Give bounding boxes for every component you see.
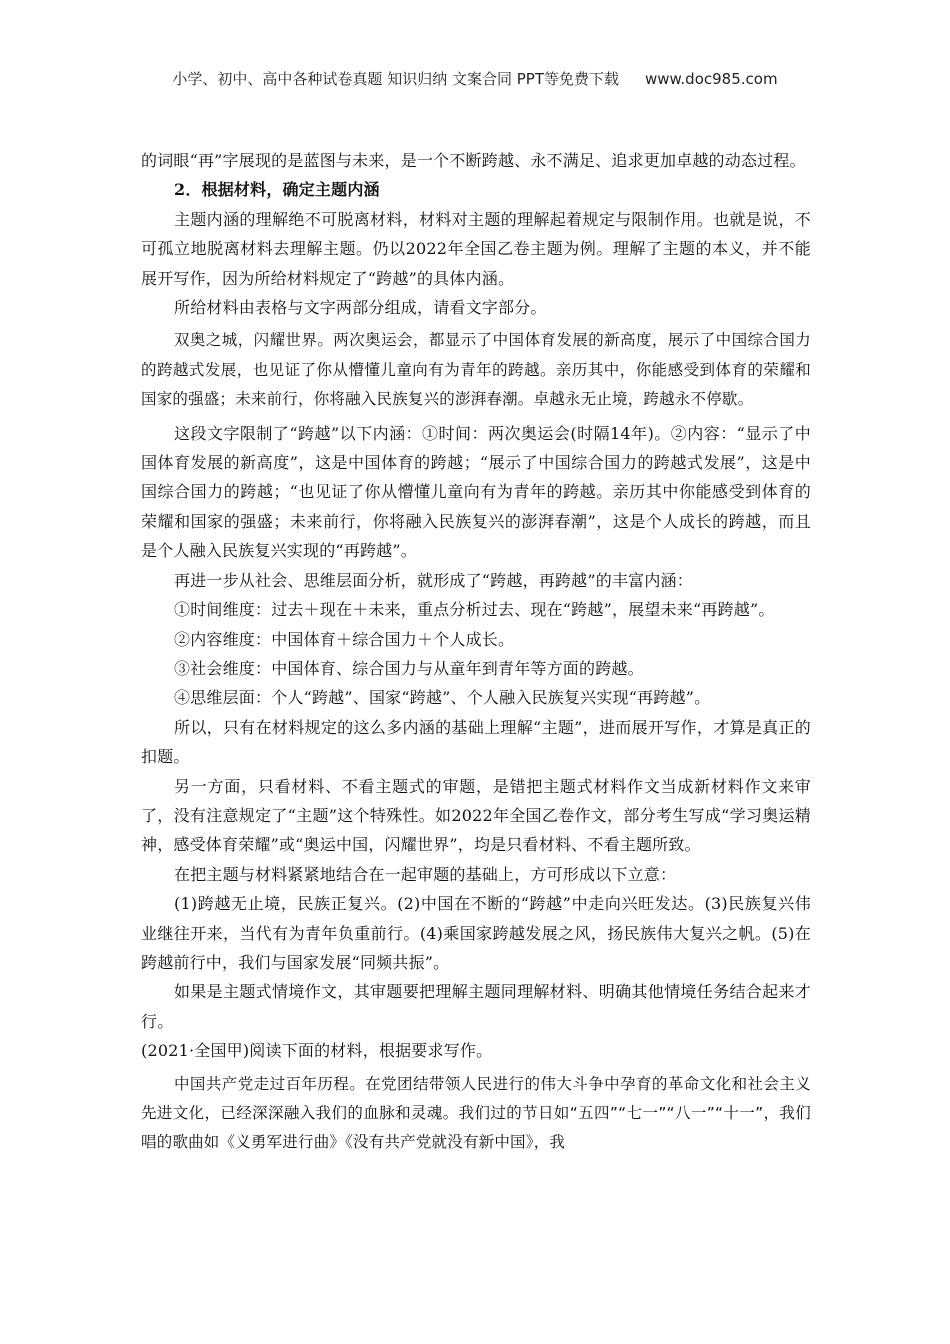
paragraph: 如果是主题式情境作文，其审题要把理解主题同理解材料、明确其他情境任务结合起来才行。: [141, 982, 811, 1031]
list-item: ④思维层面：个人“跨越”、国家“跨越”、个人融入民族复兴实现“再跨越”。: [174, 688, 711, 708]
paragraph: 所以，只有在材料规定的这么多内涵的基础上理解“主题”，进而展开写作，才算是真正的扣题。: [141, 717, 811, 767]
document-body: [141, 146, 811, 1162]
paragraph: 在把主题与材料紧紧地结合在一起审题的基础上，方可形成以下立意：: [174, 864, 677, 884]
paragraph: (1)跨越无止境，民族正复兴。(2)中国在不断的“跨越”中走向兴旺发达。(3)民族复兴伟业继往开来，当代有为青年负重前行。(4)乘国家跨越发展之风，扬民族伟大复兴之帆。(5)在跨越前行中，我们与国家发展“同频共振”。: [141, 894, 811, 972]
paragraph: 所给材料由表格与文字两部分组成，请看文字部分。: [174, 298, 547, 318]
header-site-link[interactable]: www.doc985.com: [644, 70, 778, 88]
header-text: 小学、初中、高中各种试卷真题 知识归纳 文案合同 PPT等免费下载: [172, 70, 619, 88]
section-heading: 2．根据材料，确定主题内涵: [174, 180, 380, 200]
exam-question-heading: (2021·全国甲)阅读下面的材料，根据要求写作。: [141, 1041, 493, 1061]
paragraph: 再进一步从社会、思维层面分析，就形成了“跨越，再跨越”的丰富内涵：: [174, 570, 693, 590]
paragraph: 另一方面，只看材料、不看主题式的审题，是错把主题式材料作文当成新材料作文来审了，没有注意规定了“主题”这个特殊性。如2022年全国乙卷作文，部分考生写成“学习奥运精神，感受体育荣耀”或“奥运中国，闪耀世界”，均是只看材料、不看主题所致。: [141, 776, 811, 855]
quoted-material: 双奥之城，闪耀世界。两次奥运会，都显示了中国体育发展的新高度，展示了中国综合国力的跨越式发展，也见证了你从懵懂儿童向有为青年的跨越。亲历其中，你能感受到体育的荣耀和国家的强盛；未来前行，你将融入民族复兴的澎湃春潮。卓越永无止境，跨越永不停歇。: [141, 331, 811, 409]
page-header: [0, 68, 950, 89]
paragraph: 这段文字限制了“跨越”以下内涵：①时间：两次奥运会(时隔14年)。②内容：“显示了中国体育发展的新高度”，这是中国体育的跨越；“展示了中国综合国力的跨越式发展”，这是中国综合国力的跨越；“也见证了你从懵懂儿童向有为青年的跨越。亲历其中你能感受到体育的荣耀和国家的强盛；未来前行，你将融入民族复兴的澎湃春潮”，这是个人成长的跨越，而且是个人融入民族复兴实现的“再跨越”。: [141, 423, 811, 561]
list-item: ①时间维度：过去＋现在＋未来，重点分析过去、现在“跨越”，展望未来“再跨越”。: [174, 600, 775, 620]
quoted-material: 中国共产党走过百年历程。在党团结带领人民进行的伟大斗争中孕育的革命文化和社会主义先进文化，已经深深融入我们的血脉和灵魂。我们过的节日如“五四”“七一”“八一”“十一”，我们唱的歌曲如《义勇军进行曲》《没有共产党就没有新中国》，我: [141, 1074, 811, 1152]
paragraph: 主题内涵的理解绝不可脱离材料，材料对主题的理解起着规定与限制作用。也就是说，不可孤立地脱离材料去理解主题。仍以2022年全国乙卷主题为例。理解了主题的本义，并不能展开写作，因为所给材料规定了“跨越”的具体内涵。: [141, 209, 811, 288]
list-item: ②内容维度：中国体育＋综合国力＋个人成长。: [174, 629, 515, 649]
list-item: ③社会维度：中国体育、综合国力与从童年到青年等方面的跨越。: [174, 658, 644, 678]
paragraph-continued: 的词眼“再”字展现的是蓝图与未来，是一个不断跨越、永不满足、追求更加卓越的动态过程。: [141, 151, 806, 170]
